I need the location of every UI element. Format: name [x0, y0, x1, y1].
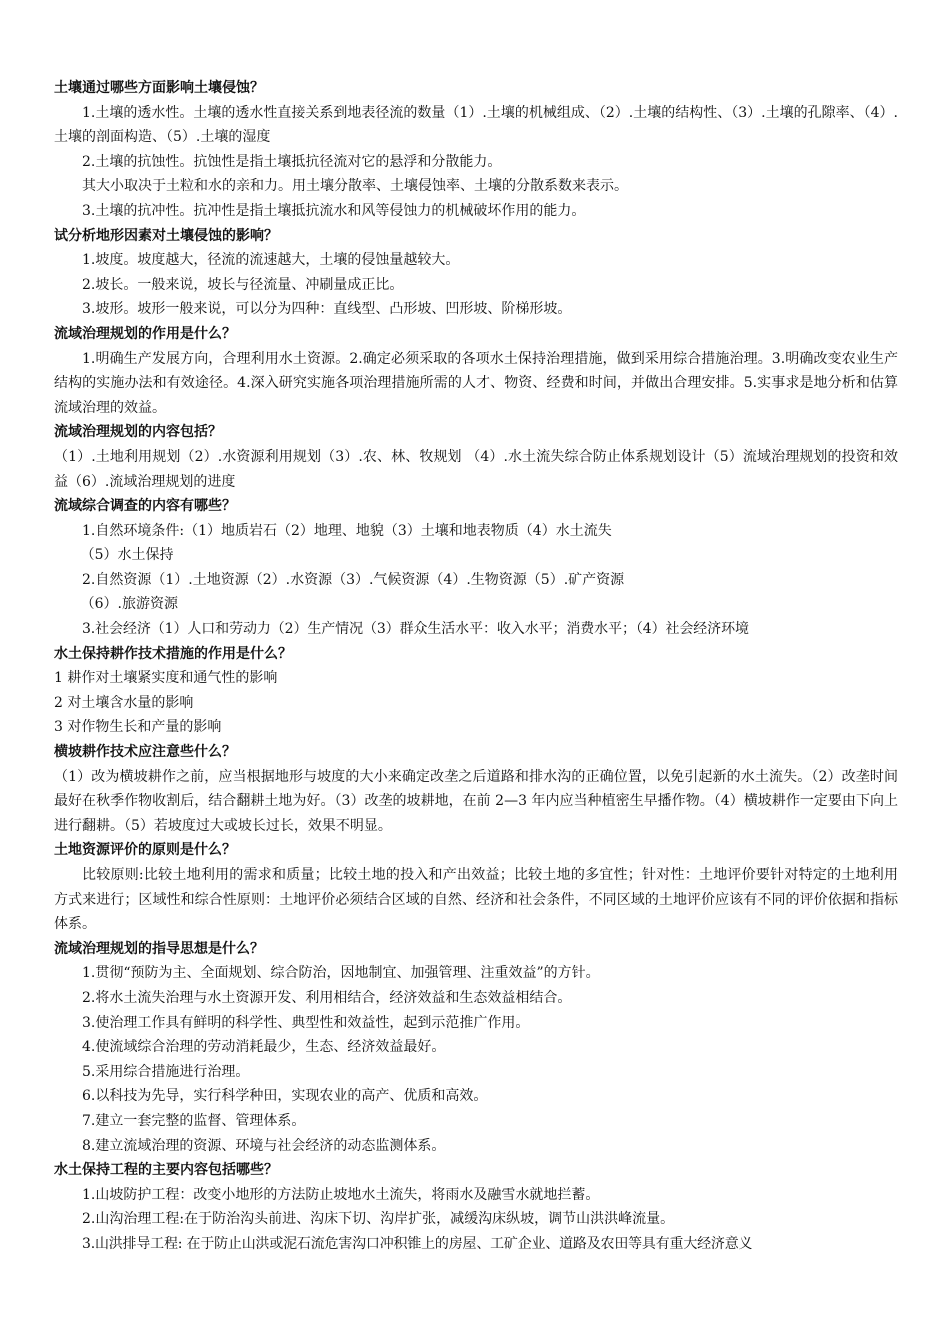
section-terrain-factors — [54, 224, 898, 322]
answer-line: 1 耕作对土壤紧实度和通气性的影响 — [54, 670, 278, 687]
answer-line: （5）水土保持 — [80, 547, 174, 564]
answer-line: 比较原则:比较土地利用的需求和质量；比较土地的投入和产出效益；比较土地的多宜性；针对性：土地评价要针对特定的土地利用方式来进行；区域性和综合性原则：土地评价必须结合区域的自然、经济和社会条件，不同区域的土地评价应该有不同的评价依据和指标体系。 — [54, 867, 898, 933]
section-planning-role — [54, 322, 898, 420]
answer-line: 7.建立一套完整的监督、管理体系。 — [82, 1112, 306, 1129]
answer-line: 3.使治理工作具有鲜明的科学性、典型性和效益性，起到示范推广作用。 — [82, 1014, 530, 1031]
answer-line: （1）.土地利用规划（2）.水资源利用规划（3）.农、林、牧规划 （4）.水土流失综合防止体系规划设计（5）流域治理规划的投资和效益（6）.流域治理规划的进度 — [54, 448, 898, 490]
question-heading: 水土保持耕作技术措施的作用是什么？ — [54, 645, 292, 662]
answer-line: 2.将水土流失治理与水土资源开发、利用相结合，经济效益和生态效益相结合。 — [82, 989, 572, 1006]
answer-line: 2.土壤的抗蚀性。抗蚀性是指土壤抵抗径流对它的悬浮和分散能力。 — [82, 153, 502, 170]
section-survey-content — [54, 494, 898, 642]
answer-line: 其大小取决于土粒和水的亲和力。用土壤分散率、土壤侵蚀率、土壤的分散系数来表示。 — [82, 178, 628, 195]
question-heading: 流域治理规划的指导思想是什么？ — [54, 940, 264, 957]
answer-line: 1.坡度。坡度越大，径流的流速越大，土壤的侵蚀量越较大。 — [82, 252, 460, 269]
question-heading: 流域治理规划的作用是什么？ — [54, 325, 236, 342]
section-land-evaluation — [54, 838, 898, 936]
section-contour-tillage — [54, 740, 898, 838]
answer-line: 8.建立流域治理的资源、环境与社会经济的动态监测体系。 — [82, 1137, 446, 1154]
section-engineering-content — [54, 1158, 898, 1256]
question-heading: 流域治理规划的内容包括？ — [54, 424, 222, 441]
answer-line: （6）.旅游资源 — [80, 596, 178, 613]
answer-line: 4.使流域综合治理的劳动消耗最少，生态、经济效益最好。 — [82, 1039, 446, 1056]
answer-line: 3.山洪排导工程: 在于防止山洪或泥石流危害沟口冲积锥上的房屋、工矿企业、道路及农田等具有重大经济意义 — [82, 1235, 753, 1252]
section-tillage-role — [54, 642, 898, 740]
answer-line: 1.土壤的透水性。土壤的透水性直接关系到地表径流的数量（1）.土壤的机械组成、（2）.土壤的结构性、（3）.土壤的孔隙率、（4）.土壤的剖面构造、（5）.土壤的湿度 — [54, 104, 898, 146]
answer-line: 2.山沟治理工程:在于防治沟头前进、沟床下切、沟岸扩张，减缓沟床纵坡，调节山洪洪峰流量。 — [82, 1211, 675, 1228]
answer-line: 2 对土壤含水量的影响 — [54, 694, 194, 711]
answer-line: 3 对作物生长和产量的影响 — [54, 719, 222, 736]
section-planning-content — [54, 420, 898, 494]
answer-line: 3.坡形。坡形一般来说，可以分为四种：直线型、凸形坡、凹形坡、阶梯形坡。 — [82, 301, 572, 318]
answer-line: 5.采用综合措施进行治理。 — [82, 1063, 250, 1080]
question-heading: 流域综合调查的内容有哪些？ — [54, 498, 236, 515]
question-heading: 水土保持工程的主要内容包括哪些？ — [54, 1162, 278, 1179]
question-heading: 土地资源评价的原则是什么？ — [54, 842, 236, 859]
answer-line: 3.土壤的抗冲性。抗冲性是指土壤抵抗流水和风等侵蚀力的机械破坏作用的能力。 — [82, 202, 586, 219]
question-heading: 试分析地形因素对土壤侵蚀的影响？ — [54, 227, 278, 244]
answer-line: 6.以科技为先导，实行科学种田，实现农业的高产、优质和高效。 — [82, 1088, 488, 1105]
answer-line: 1.贯彻“预防为主、全面规划、综合防治，因地制宜、加强管理、注重效益”的方针。 — [82, 965, 600, 982]
answer-line: 2.自然资源（1）.土地资源（2）.水资源（3）.气候资源（4）.生物资源（5）.矿产资源 — [82, 571, 625, 588]
answer-line: 1.山坡防护工程：改变小地形的方法防止坡地水土流失，将雨水及融雪水就地拦蓄。 — [82, 1186, 600, 1203]
question-heading: 土壤通过哪些方面影响土壤侵蚀？ — [54, 80, 264, 96]
section-guiding-ideology — [54, 937, 898, 1158]
answer-line: 2.坡长。一般来说，坡长与径流量、冲刷量成正比。 — [82, 276, 404, 293]
answer-line: （1）改为横坡耕作之前，应当根据地形与坡度的大小来确定改垄之后道路和排水沟的正确位置，以免引起新的水土流失。（2）改垄时间最好在秋季作物收割后，结合翻耕土地为好。（3）改垄的坡耕地，在前 2—3 年内应当种植密生早播作物。（4）横坡耕作一定要由下向上进行翻耕。（5）若坡度过大或坡长过长，效果不明显。 — [54, 768, 898, 834]
answer-line: 1.自然环境条件:（1）地质岩石（2）地理、地貌（3）土壤和地表物质（4）水土流失 — [82, 522, 612, 539]
section-soil-erosion — [54, 76, 898, 224]
answer-line: 1.明确生产发展方向，合理利用水土资源。2.确定必须采取的各项水土保持治理措施，做到采用综合措施治理。3.明确改变农业生产结构的实施办法和有效途径。4.深入研究实施各项治理措施所需的人才、物资、经费和时间，并做出合理安排。5.实事求是地分析和估算流域治理的效益。 — [54, 350, 898, 416]
question-heading: 横坡耕作技术应注意些什么？ — [54, 744, 236, 761]
answer-line: 3.社会经济（1）人口和劳动力（2）生产情况（3）群众生活水平：收入水平；消费水平；（4）社会经济环境 — [82, 621, 749, 638]
